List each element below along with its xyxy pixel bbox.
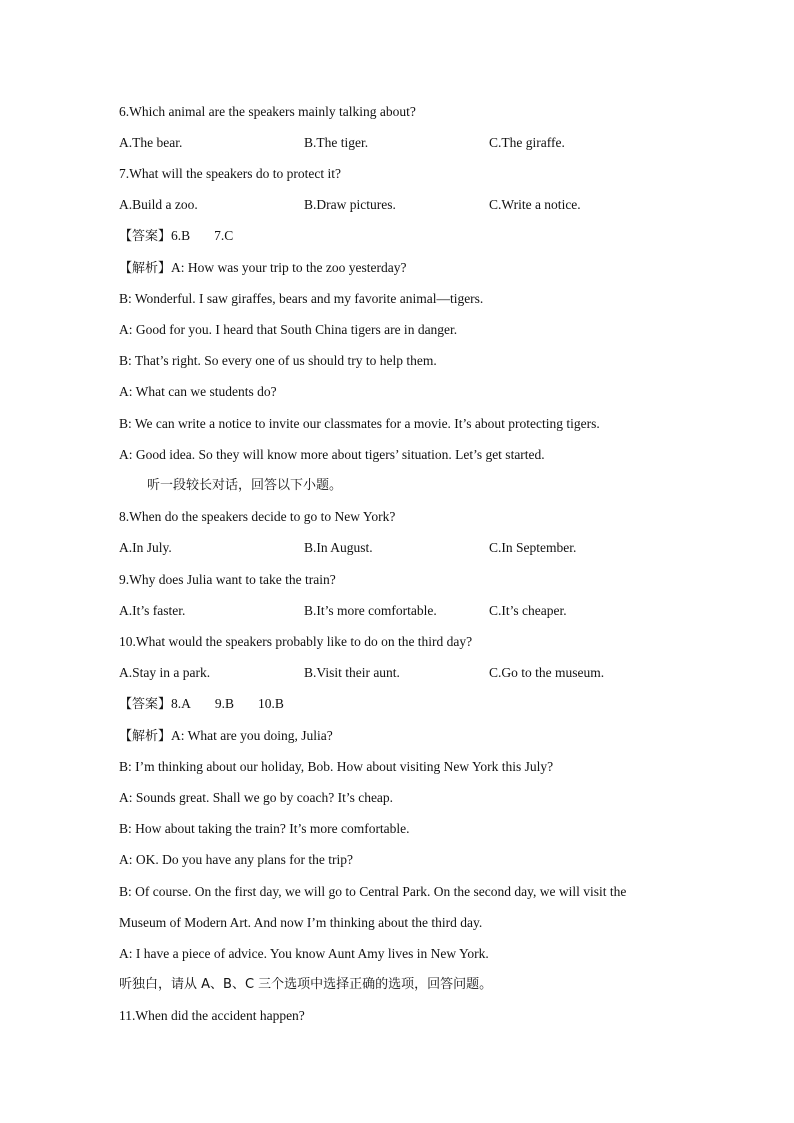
q10-option-c: C.Go to the museum. xyxy=(489,665,605,680)
dialogue-line: A: I have a piece of advice. You know Aunt Amy lives in New York. xyxy=(119,946,489,961)
answer-tag: 【答案】 xyxy=(119,229,172,244)
dialogue-line: B: That’s right. So every one of us should try to help them. xyxy=(119,353,437,368)
dialogue-line: A: What can we students do? xyxy=(119,384,277,399)
dialogue-line: B: How about taking the train? It’s more comfortable. xyxy=(119,821,410,836)
answer-line-1 xyxy=(119,228,233,245)
analysis-tag: 【解析】 xyxy=(119,729,172,744)
q6-option-c: C.The giraffe. xyxy=(489,135,565,150)
q10-option-b: B.Visit their aunt. xyxy=(304,665,400,680)
dialogue-line: B: I’m thinking about our holiday, Bob. How about visiting New York this July? xyxy=(119,759,554,774)
dialogue-line: B: Wonderful. I saw giraffes, bears and my favorite animal—tigers. xyxy=(119,291,484,306)
answer-8: 8.A xyxy=(171,696,191,711)
question-6: 6.Which animal are the speakers mainly talking about? xyxy=(119,104,416,119)
q8-option-a: A.In July. xyxy=(119,540,172,555)
dialogue-line: Museum of Modern Art. And now I’m thinking about the third day. xyxy=(119,915,483,930)
dialogue-line: A: Good idea. So they will know more about tigers’ situation. Let’s get started. xyxy=(119,447,545,462)
section-instruction: 听一段较长对话，回答以下小题。 xyxy=(147,478,343,493)
dialogue-line: A: How was your trip to the zoo yesterday? xyxy=(171,260,407,275)
question-10: 10.What would the speakers probably like to do on the third day? xyxy=(119,634,473,649)
dialogue-line: A: Good for you. I heard that South China tigers are in danger. xyxy=(119,322,458,337)
q8-option-c: C.In September. xyxy=(489,540,577,555)
section-instruction: 听独白，请从 A、B、C 三个选项中选择正确的选项，回答问题。 xyxy=(119,977,493,992)
q9-option-a: A.It’s faster. xyxy=(119,603,186,618)
analysis-2-line-1 xyxy=(119,728,333,745)
dialogue-line: A: What are you doing, Julia? xyxy=(171,728,333,743)
answer-6: 6.B xyxy=(171,228,191,243)
answer-line-2 xyxy=(119,696,284,713)
dialogue-line: B: We can write a notice to invite our classmates for a movie. It’s about protecting tigers. xyxy=(119,416,600,431)
q7-option-c: C.Write a notice. xyxy=(489,197,581,212)
q9-option-b: B.It’s more comfortable. xyxy=(304,603,437,618)
answer-9: 9.B xyxy=(214,696,235,711)
answer-10: 10.B xyxy=(258,696,284,711)
answer-tag: 【答案】 xyxy=(119,697,172,712)
q10-option-a: A.Stay in a park. xyxy=(119,665,211,680)
answer-7: 7.C xyxy=(214,228,234,243)
analysis-1-line-1 xyxy=(119,260,406,277)
q7-option-b: B.Draw pictures. xyxy=(304,197,396,212)
question-8: 8.When do the speakers decide to go to New York? xyxy=(119,509,396,524)
q6-option-b: B.The tiger. xyxy=(304,135,369,150)
dialogue-line: B: Of course. On the first day, we will go to Central Park. On the second day, we will visit the xyxy=(119,884,627,899)
q6-option-a: A.The bear. xyxy=(119,135,183,150)
q9-option-c: C.It’s cheaper. xyxy=(489,603,567,618)
question-7: 7.What will the speakers do to protect it? xyxy=(119,166,341,181)
q7-option-a: A.Build a zoo. xyxy=(119,197,198,212)
question-9: 9.Why does Julia want to take the train? xyxy=(119,572,336,587)
question-11: 11.When did the accident happen? xyxy=(119,1008,305,1023)
q8-option-b: B.In August. xyxy=(304,540,373,555)
analysis-tag: 【解析】 xyxy=(119,261,172,276)
dialogue-line: A: OK. Do you have any plans for the trip? xyxy=(119,852,353,867)
dialogue-line: A: Sounds great. Shall we go by coach? It’s cheap. xyxy=(119,790,394,805)
